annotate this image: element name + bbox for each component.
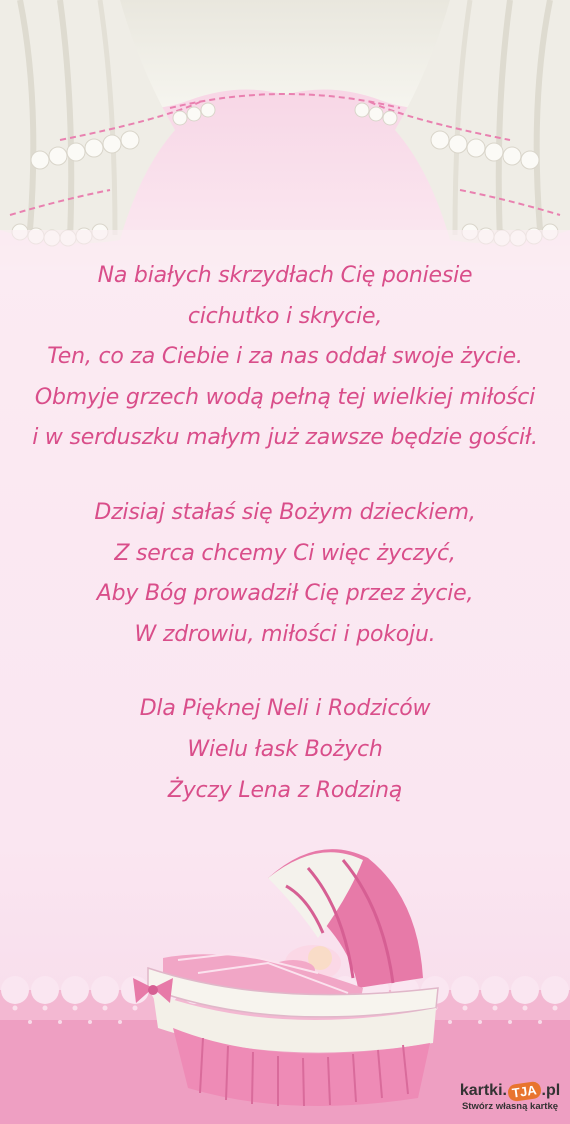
message-line: Życzy Lena z Rodziną — [167, 777, 403, 803]
message-line: Aby Bóg prowadził Cię przez życie, — [96, 581, 474, 607]
watermark-tagline: Stwórz własną kartkę — [461, 1101, 559, 1112]
message-line: Ten, co za Ciebie i za nas oddał swoje życie. — [47, 344, 523, 370]
watermark-badge: TJA — [507, 1080, 542, 1101]
watermark[interactable] — [454, 1082, 566, 1118]
stanza-gap — [0, 655, 570, 689]
stanza-gap — [0, 459, 570, 493]
message-line: Na białych skrzydłach Cię poniesie — [97, 263, 473, 288]
message-line: Dla Pięknej Neli i Rodziców — [139, 696, 431, 722]
message-line: Obmyje grzech wodą pełną tej wielkiej miłości — [34, 384, 536, 410]
message-line: cichutko i skrycie, — [187, 303, 383, 329]
watermark-prefix: kartki. — [459, 1082, 507, 1099]
message-line: Z serca chcemy Ci więc życzyć, — [114, 540, 456, 566]
greeting-message — [0, 256, 570, 811]
watermark-logo — [454, 1082, 566, 1100]
curtain-drape-icon — [0, 0, 570, 270]
message-line: W zdrowiu, miłości i pokoju. — [134, 621, 436, 647]
baby-cradle-icon — [118, 838, 458, 1108]
message-line: Dzisiaj stałaś się Bożym dzieckiem, — [94, 499, 476, 525]
watermark-suffix: .pl — [541, 1082, 561, 1099]
message-line: i w serduszku małym już zawsze będzie gościł. — [32, 425, 538, 451]
message-line: Wielu łask Bożych — [187, 736, 383, 762]
